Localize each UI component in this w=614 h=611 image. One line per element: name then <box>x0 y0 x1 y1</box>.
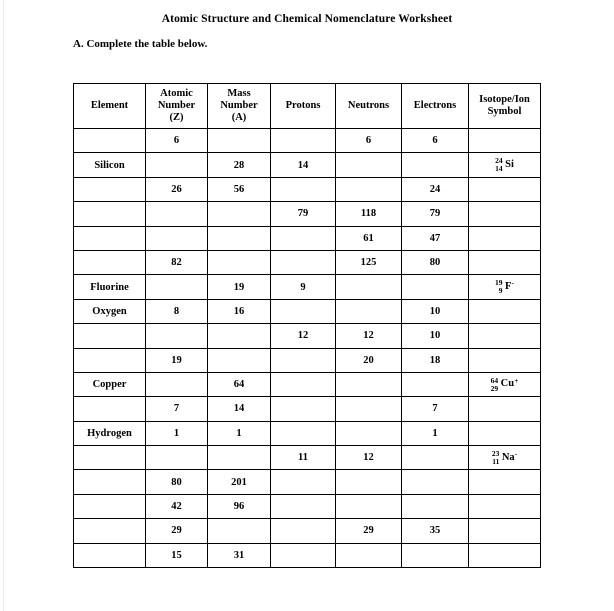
isotope-element-symbol: Cu <box>500 378 515 390</box>
mass-number-line-2: Number <box>220 100 258 112</box>
cell-electrons[interactable] <box>402 372 469 396</box>
cell-element[interactable] <box>74 348 146 372</box>
cell-element[interactable] <box>74 397 146 421</box>
cell-isotope-symbol[interactable] <box>469 446 541 470</box>
table-row <box>74 421 541 445</box>
isotope-notation <box>495 279 514 295</box>
table-row <box>74 494 541 518</box>
page-title: Atomic Structure and Chemical Nomenclature Worksheet <box>161 13 453 25</box>
table-row <box>74 153 541 177</box>
table-row <box>74 177 541 201</box>
cell-isotope-symbol[interactable] <box>469 226 541 250</box>
cell-mass-number[interactable] <box>208 202 271 226</box>
cell-atomic-number[interactable]: 19 <box>146 348 208 372</box>
cell-mass-number[interactable] <box>208 250 271 274</box>
cell-electrons[interactable] <box>402 153 469 177</box>
cell-atomic-number[interactable]: 15 <box>146 543 208 567</box>
column-header-protons <box>271 84 336 129</box>
isotope-mass-number: 23 <box>491 449 500 458</box>
cell-element[interactable] <box>74 543 146 567</box>
cell-atomic-number[interactable]: 1 <box>146 421 208 445</box>
cell-protons[interactable] <box>271 226 336 250</box>
cell-protons[interactable]: 12 <box>271 324 336 348</box>
cell-atomic-number[interactable]: 6 <box>146 129 208 153</box>
cell-isotope-symbol[interactable] <box>469 299 541 323</box>
cell-element[interactable] <box>74 519 146 543</box>
cell-electrons[interactable]: 1 <box>402 421 469 445</box>
column-header-neutrons <box>336 84 402 129</box>
table-row <box>74 446 541 470</box>
cell-mass-number[interactable]: 31 <box>208 543 271 567</box>
cell-electrons[interactable] <box>402 543 469 567</box>
cell-mass-number[interactable]: 16 <box>208 299 271 323</box>
isotope-notation <box>491 377 519 393</box>
cell-mass-number[interactable] <box>208 226 271 250</box>
cell-atomic-number[interactable] <box>146 153 208 177</box>
cell-element[interactable] <box>74 250 146 274</box>
cell-atomic-number[interactable]: 42 <box>146 494 208 518</box>
isotope-numbers <box>492 450 500 466</box>
cell-mass-number[interactable] <box>208 519 271 543</box>
table-row <box>74 299 541 323</box>
cell-element[interactable]: Hydrogen <box>74 421 146 445</box>
cell-isotope-symbol[interactable] <box>469 470 541 494</box>
column-header-mass-number <box>208 84 271 129</box>
cell-atomic-number[interactable]: 26 <box>146 177 208 201</box>
isotope-atomic-number: 29 <box>490 383 499 393</box>
cell-electrons[interactable] <box>402 494 469 518</box>
isotope-atomic-number: 11 <box>492 456 500 466</box>
cell-element[interactable]: Fluorine <box>74 275 146 299</box>
cell-electrons[interactable]: 24 <box>402 177 469 201</box>
cell-protons[interactable] <box>271 519 336 543</box>
cell-isotope-symbol[interactable] <box>469 250 541 274</box>
isotope-symbol-line-1: Isotope/Ion <box>479 94 530 106</box>
cell-neutrons[interactable] <box>336 372 402 396</box>
table-row <box>74 543 541 567</box>
cell-protons[interactable] <box>271 348 336 372</box>
cell-element[interactable] <box>74 226 146 250</box>
isotope-numbers <box>491 377 499 393</box>
cell-element[interactable] <box>74 494 146 518</box>
isotope-numbers <box>495 279 503 295</box>
cell-element[interactable]: Copper <box>74 372 146 396</box>
cell-mass-number[interactable] <box>208 348 271 372</box>
isotope-element-symbol: F <box>505 280 512 292</box>
cell-electrons[interactable]: 18 <box>402 348 469 372</box>
column-header-element <box>74 84 146 129</box>
cell-protons[interactable] <box>271 129 336 153</box>
cell-element[interactable] <box>74 202 146 226</box>
cell-isotope-symbol[interactable] <box>469 494 541 518</box>
cell-electrons[interactable]: 80 <box>402 250 469 274</box>
isotope-mass-number: 19 <box>495 278 503 288</box>
table-row <box>74 250 541 274</box>
cell-mass-number[interactable] <box>208 324 271 348</box>
cell-neutrons[interactable] <box>336 275 402 299</box>
cell-protons[interactable] <box>271 372 336 396</box>
cell-electrons[interactable]: 10 <box>402 299 469 323</box>
cell-neutrons[interactable]: 12 <box>336 324 402 348</box>
cell-mass-number[interactable]: 19 <box>208 275 271 299</box>
cell-neutrons[interactable] <box>336 421 402 445</box>
isotope-notation <box>495 157 514 173</box>
isotope-charge: + <box>514 375 519 385</box>
table-row <box>74 202 541 226</box>
cell-element[interactable] <box>74 446 146 470</box>
isotope-atomic-number: 14 <box>495 164 503 174</box>
cell-protons[interactable]: 14 <box>271 153 336 177</box>
cell-protons[interactable] <box>271 177 336 201</box>
page-edge-line <box>3 0 4 611</box>
cell-atomic-number[interactable] <box>146 324 208 348</box>
table-row <box>74 348 541 372</box>
section-a-instruction: A. Complete the table below. <box>73 38 208 50</box>
isotope-symbol-line-2: Symbol <box>487 106 522 117</box>
cell-isotope-symbol[interactable] <box>469 153 541 177</box>
column-header-protons-label: Protons <box>285 100 321 112</box>
column-header-element-label: Element <box>90 100 129 112</box>
cell-isotope-symbol[interactable] <box>469 177 541 201</box>
cell-neutrons[interactable] <box>336 299 402 323</box>
cell-atomic-number[interactable]: 29 <box>146 519 208 543</box>
cell-electrons[interactable] <box>402 446 469 470</box>
table-header <box>74 84 541 129</box>
table-body <box>74 129 541 568</box>
cell-element[interactable] <box>74 177 146 201</box>
cell-isotope-symbol[interactable] <box>469 543 541 567</box>
column-header-neutrons-label: Neutrons <box>347 100 390 112</box>
cell-protons[interactable] <box>271 470 336 494</box>
cell-electrons[interactable]: 79 <box>402 202 469 226</box>
cell-isotope-symbol[interactable] <box>469 397 541 421</box>
cell-mass-number[interactable]: 201 <box>208 470 271 494</box>
cell-neutrons[interactable]: 29 <box>336 519 402 543</box>
table-row <box>74 372 541 396</box>
table-row <box>74 397 541 421</box>
cell-neutrons[interactable]: 20 <box>336 348 402 372</box>
cell-neutrons[interactable]: 118 <box>336 202 402 226</box>
table-row <box>74 470 541 494</box>
cell-electrons[interactable]: 10 <box>402 324 469 348</box>
cell-atomic-number[interactable]: 80 <box>146 470 208 494</box>
cell-neutrons[interactable] <box>336 543 402 567</box>
cell-mass-number[interactable]: 96 <box>208 494 271 518</box>
cell-isotope-symbol[interactable] <box>469 202 541 226</box>
cell-electrons[interactable]: 6 <box>402 129 469 153</box>
cell-isotope-symbol[interactable] <box>469 129 541 153</box>
cell-mass-number[interactable]: 14 <box>208 397 271 421</box>
isotope-mass-number: 64 <box>490 375 499 385</box>
cell-protons[interactable]: 79 <box>271 202 336 226</box>
atomic-number-line-3: (Z) <box>169 111 184 123</box>
mass-number-line-3: (A) <box>231 111 247 123</box>
cell-electrons[interactable]: 7 <box>402 397 469 421</box>
cell-electrons[interactable]: 47 <box>402 226 469 250</box>
isotope-notation <box>492 450 517 466</box>
cell-protons[interactable] <box>271 543 336 567</box>
cell-mass-number[interactable] <box>208 129 271 153</box>
cell-neutrons[interactable]: 61 <box>336 226 402 250</box>
cell-element[interactable] <box>74 129 146 153</box>
cell-electrons[interactable]: 35 <box>402 519 469 543</box>
cell-atomic-number[interactable] <box>146 275 208 299</box>
cell-electrons[interactable] <box>402 470 469 494</box>
table-header-row <box>74 84 541 129</box>
table-row <box>74 519 541 543</box>
cell-atomic-number[interactable] <box>146 446 208 470</box>
cell-isotope-symbol[interactable] <box>469 421 541 445</box>
column-header-isotope-symbol <box>469 84 541 129</box>
atomic-structure-table <box>73 83 541 568</box>
cell-neutrons[interactable] <box>336 177 402 201</box>
table-row <box>74 324 541 348</box>
cell-atomic-number[interactable]: 82 <box>146 250 208 274</box>
column-header-atomic-number <box>146 84 208 129</box>
cell-mass-number[interactable]: 56 <box>208 177 271 201</box>
isotope-element-symbol: Na <box>501 451 515 463</box>
cell-neutrons[interactable]: 125 <box>336 250 402 274</box>
cell-protons[interactable] <box>271 397 336 421</box>
isotope-element-symbol: Si <box>505 158 514 170</box>
cell-mass-number[interactable] <box>208 446 271 470</box>
atomic-number-line-2: Number <box>157 100 196 112</box>
cell-element[interactable] <box>74 470 146 494</box>
atomic-number-line-1: Atomic <box>160 88 193 100</box>
cell-atomic-number[interactable] <box>146 202 208 226</box>
isotope-charge: - <box>511 278 514 288</box>
table-row <box>74 275 541 299</box>
cell-neutrons[interactable] <box>336 397 402 421</box>
cell-neutrons[interactable] <box>336 470 402 494</box>
isotope-atomic-number: 9 <box>498 286 503 296</box>
cell-atomic-number[interactable]: 8 <box>146 299 208 323</box>
cell-isotope-symbol[interactable] <box>469 519 541 543</box>
cell-mass-number[interactable]: 1 <box>208 421 271 445</box>
cell-mass-number[interactable]: 28 <box>208 153 271 177</box>
cell-neutrons[interactable]: 6 <box>336 129 402 153</box>
isotope-charge: - <box>514 448 518 458</box>
cell-isotope-symbol[interactable] <box>469 324 541 348</box>
cell-protons[interactable]: 9 <box>271 275 336 299</box>
cell-element[interactable] <box>74 324 146 348</box>
isotope-numbers <box>495 157 503 173</box>
cell-protons[interactable] <box>271 421 336 445</box>
cell-protons[interactable] <box>271 299 336 323</box>
cell-neutrons[interactable]: 12 <box>336 446 402 470</box>
cell-mass-number[interactable]: 64 <box>208 372 271 396</box>
cell-element[interactable]: Silicon <box>74 153 146 177</box>
column-header-electrons-label: Electrons <box>413 100 457 112</box>
atomic-structure-table-wrapper <box>73 83 540 568</box>
cell-protons[interactable]: 11 <box>271 446 336 470</box>
cell-electrons[interactable] <box>402 275 469 299</box>
cell-protons[interactable] <box>271 494 336 518</box>
table-row <box>74 226 541 250</box>
isotope-mass-number: 24 <box>495 156 503 166</box>
cell-isotope-symbol[interactable] <box>469 275 541 299</box>
cell-protons[interactable] <box>271 250 336 274</box>
cell-atomic-number[interactable] <box>146 226 208 250</box>
cell-element[interactable]: Oxygen <box>74 299 146 323</box>
cell-neutrons[interactable] <box>336 153 402 177</box>
column-header-electrons <box>402 84 469 129</box>
cell-isotope-symbol[interactable] <box>469 348 541 372</box>
mass-number-line-1: Mass <box>227 88 251 100</box>
table-row <box>74 129 541 153</box>
cell-atomic-number[interactable]: 7 <box>146 397 208 421</box>
cell-neutrons[interactable] <box>336 494 402 518</box>
cell-atomic-number[interactable] <box>146 372 208 396</box>
cell-isotope-symbol[interactable] <box>469 372 541 396</box>
